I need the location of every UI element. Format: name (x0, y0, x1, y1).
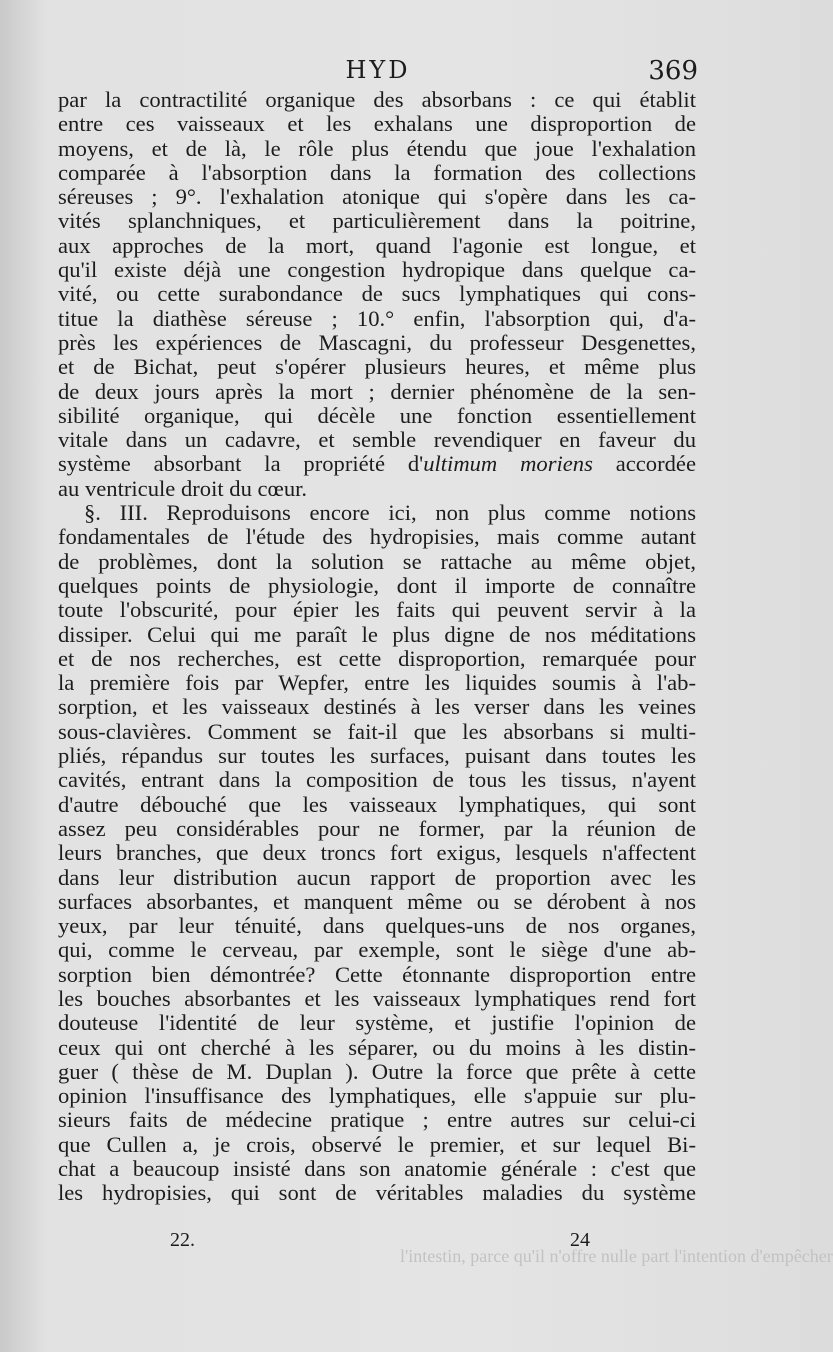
text-line: fondamentales de l'étude des hydropisies, mais comme autant (58, 524, 696, 550)
text-line: la première fois par Wepfer, entre les liquides soumis à l'ab- (58, 670, 696, 696)
text-segment: accordée (592, 451, 696, 477)
text-line: de deux jours après la mort ; dernier phénomène de la sen- (58, 378, 696, 404)
text-line: moyens, et de là, le rôle plus étendu que joue l'exhalation (58, 135, 696, 161)
show-through-text: l'intestin, parce qu'il n'offre nulle part l'intention d'empêcher (400, 1246, 833, 1266)
text-line: sorption, et les vaisseaux destinés à les verser dans les veines (58, 694, 696, 720)
text-line: les bouches absorbantes et les vaisseaux lymphatiques rend fort (58, 985, 696, 1011)
text-line: yeux, par leur ténuité, dans quelques-uns de nos organes, (58, 913, 696, 939)
text-segment: système absorbant la propriété d' (58, 451, 424, 477)
text-line: quelques points de physiologie, dont il importe de connaître (58, 572, 696, 598)
text-line: par la contractilité organique des absorbans : ce qui établit (58, 87, 696, 112)
page-header (58, 56, 698, 90)
text-line: séreuses ; 9°. l'exhalation atonique qui s'opère dans les ca- (58, 184, 696, 210)
text-line: entre ces vaisseaux et les exhalans une disproportion de (58, 111, 696, 137)
running-title: HYD (345, 56, 411, 84)
paragraph-2 (58, 501, 696, 1206)
text-line: titue la diathèse séreuse ; 10.° enfin, l'absorption qui, d'a- (58, 305, 696, 331)
text-line: toute l'obscurité, pour épier les faits qui peuvent servir à la (58, 597, 696, 623)
text-line: vités splanchniques, et particulièrement dans la poitrine, (58, 208, 696, 234)
text-line: §. III. Reproduisons encore ici, non plus comme notions (84, 500, 696, 526)
text-line: d'autre débouché que les vaisseaux lymphatiques, qui sont (58, 791, 696, 817)
text-line: leurs branches, que deux troncs fort exigus, lesquels n'affectent (58, 840, 696, 866)
text-line: sibilité organique, qui décèle une fonction essentiellement (58, 402, 696, 428)
text-line: sous-clavières. Comment se fait-il que les absorbans si multi- (58, 718, 696, 744)
text-line: pliés, répandus sur toutes les surfaces, puisant dans toutes les (58, 743, 696, 769)
page-number: 369 (648, 56, 698, 86)
text-line: comparée à l'absorption dans la formation des collections (58, 159, 696, 185)
text-line (58, 452, 696, 476)
text-line: sorption bien démontrée? Cette étonnante disproportion entre (58, 961, 696, 987)
text-line: cavités, entrant dans la composition de tous les tissus, n'ayent (58, 767, 696, 793)
text-line: dans leur distribution aucun rapport de proportion avec les (58, 864, 696, 890)
text-line: assez peu considérables pour ne former, par la réunion de (58, 815, 696, 841)
text-line: sieurs faits de médecine pratique ; entre autres sur celui-ci (58, 1107, 696, 1133)
paragraph-1 (58, 88, 696, 452)
text-line: guer ( thèse de M. Duplan ). Outre la force que prête à cette (58, 1058, 696, 1084)
text-line: qu'il existe déjà une congestion hydropique dans quelque ca- (58, 257, 696, 283)
text-line: les hydropisies, qui sont de véritables maladies du système (58, 1180, 696, 1206)
text-line: qui, comme le cerveau, par exemple, sont le siège d'une ab- (58, 937, 696, 963)
volume-signature: 22. (170, 1229, 195, 1251)
text-line: au ventricule droit du cœur. (58, 475, 308, 501)
text-line: vité, ou cette surabondance de sucs lymphatiques qui cons- (58, 281, 696, 307)
body-text (58, 88, 696, 1206)
text-line: dissiper. Celui qui me paraît le plus digne de nos méditations (58, 621, 696, 647)
text-line: et de Bichat, peut s'opérer plusieurs heures, et même plus (58, 354, 696, 380)
text-line: aux approches de la mort, quand l'agonie est longue, et (58, 232, 696, 258)
text-line: surfaces absorbantes, et manquent même ou se dérobent à nos (58, 888, 696, 914)
text-line: ceux qui ont cherché à les séparer, ou du moins à les distin- (58, 1034, 696, 1060)
text-line: vitale dans un cadavre, et semble revendiquer en faveur du (58, 427, 696, 453)
text-line: chat a beaucoup insisté dans son anatomie générale : c'est que (58, 1156, 696, 1182)
gathering-signature: 24 (570, 1229, 590, 1251)
text-line: opinion l'insuffisance des lymphatiques, elle s'appuie sur plu- (58, 1083, 696, 1109)
text-line: que Cullen a, je crois, observé le premier, et sur lequel Bi- (58, 1131, 696, 1157)
text-line: près les expériences de Mascagni, du professeur Desgenettes, (58, 329, 696, 355)
italic-phrase: ultimum moriens (423, 451, 593, 477)
text-line: et de nos recherches, est cette disproportion, remarquée pour (58, 645, 696, 671)
text-line: douteuse l'identité de leur système, et justifie l'opinion de (58, 1010, 696, 1036)
text-line: de problèmes, dont la solution se rattache au même objet, (58, 548, 696, 574)
